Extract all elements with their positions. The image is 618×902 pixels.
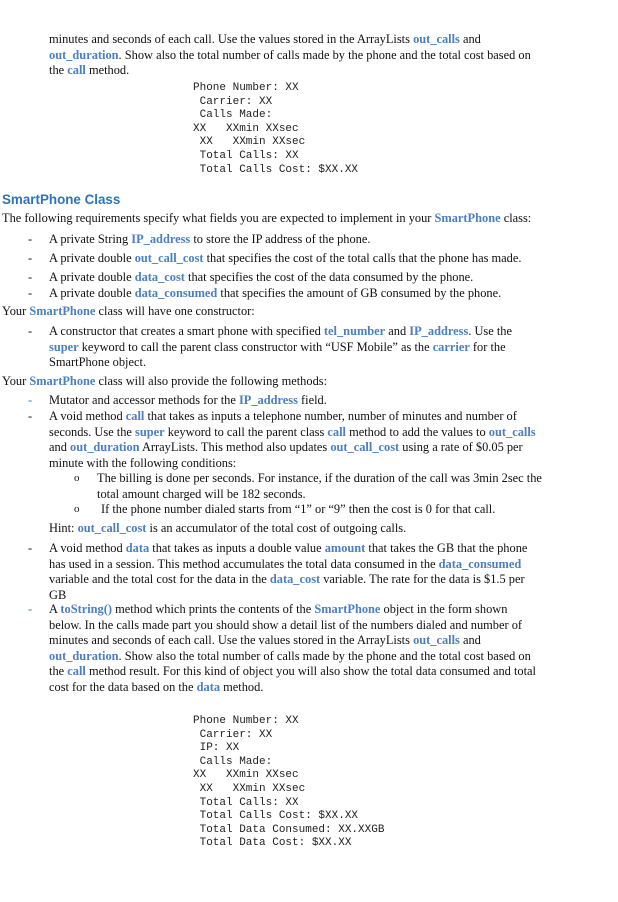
field-item: A private double data_cost that specifies the cost of the data consumed by the phone.: [49, 270, 474, 284]
constructor-intro: Your SmartPhone class will have one constructor:: [2, 304, 255, 318]
dash-bullet: -: [28, 251, 33, 265]
dash-bullet: -: [28, 393, 33, 407]
method-data: A void method data that takes as inputs a double value amount that takes the GB that the phone has used in a session. This method accumulates the total data consumed in the data_consumed variable and the total cost for the data in the data_cost variable. The rate for the data is $1.5 per GB: [49, 541, 528, 602]
dash-bullet: -: [28, 409, 33, 423]
dash-bullet: -: [28, 324, 33, 338]
field-item: A private double out_call_cost that specifies the cost of the total calls that the phone has made.: [49, 251, 522, 265]
field-item: A private double data_consumed that specifies the amount of GB consumed by the phone.: [49, 286, 502, 300]
continued-paragraph: minutes and seconds of each call. Use the values stored in the ArrayLists out_calls and out_duration. Show also the total number of calls made by the phone and the total cost based on the call method.: [49, 32, 531, 77]
field-item: A private String IP_address to store the IP address of the phone.: [49, 232, 371, 246]
hint-line: Hint: out_call_cost is an accumulator of the total cost of outgoing calls.: [49, 521, 407, 535]
code-block-smartphone-output: Phone Number: XX Carrier: XX IP: XX Calls Made: XX XXmin XXsec XX XXmin XXsec Total Calls: XX Total Calls Cost: $XX.XX Total Data Consumed: XX.XXGB Total Data Cost: $XX.XX: [193, 715, 385, 850]
method-call: A void method call that takes as inputs a telephone number, number of minutes and number of seconds. Use the super keyword to call the parent class call method to add the values to out_calls and out_duration ArrayLists. This method also updates out_call_cost using a rate of $0.05 per minute with the following conditions:: [49, 409, 536, 470]
constructor-item: A constructor that creates a smart phone with specified tel_number and IP_address. Use the super keyword to call the parent class constructor with “USF Mobile” as the carrier for the SmartPhone object.: [49, 324, 512, 369]
sub-bullet: o: [74, 472, 80, 484]
sub-bullet-billing: The billing is done per seconds. For instance, if the duration of the call was 3min 2sec the total amount charged will be 182 seconds.: [97, 471, 542, 501]
method-tostring: A toString() method which prints the contents of the SmartPhone object in the form shown below. In the calls made part you should show a detail list of the numbers dialed and number of minutes and seconds of each call. Use the values stored in the ArrayLists out_calls and out_duration. Show also the total number of calls made by the phone and the total cost based on the call method result. For this kind of object you will also show the total data consumed and total cost for the data based on the data method.: [49, 602, 536, 694]
dash-bullet: -: [28, 270, 33, 284]
method-mutator: Mutator and accessor methods for the IP_address field.: [49, 393, 327, 407]
dash-bullet: -: [28, 541, 33, 555]
dash-bullet: -: [28, 602, 33, 616]
section-heading: SmartPhone Class: [2, 192, 121, 207]
dash-bullet: -: [28, 286, 33, 300]
intro-paragraph: The following requirements specify what fields you are expected to implement in your SmartPhone class:: [2, 211, 532, 225]
code-block-phone-output: Phone Number: XX Carrier: XX Calls Made: XX XXmin XXsec XX XXmin XXsec Total Calls: XX Total Calls Cost: $XX.XX: [193, 82, 359, 176]
methods-intro: Your SmartPhone class will also provide the following methods:: [2, 374, 328, 388]
sub-bullet-free-calls: If the phone number dialed starts from “1” or “9” then the cost is 0 for that call.: [101, 502, 496, 516]
dash-bullet: -: [28, 232, 33, 246]
sub-bullet: o: [74, 503, 80, 515]
